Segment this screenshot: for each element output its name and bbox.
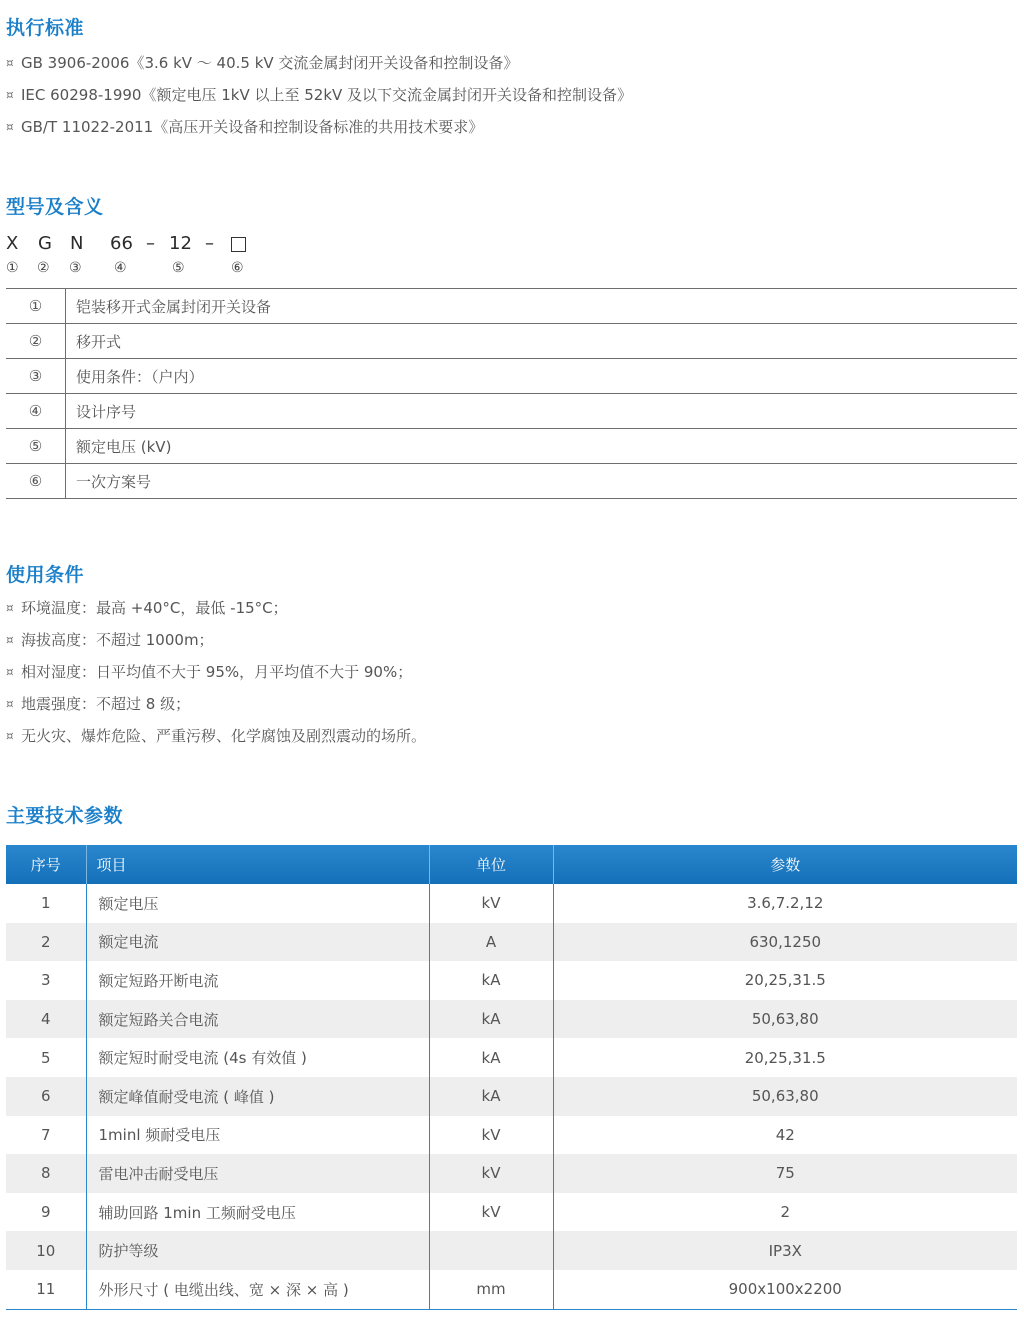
cell-item: 额定短路关合电流 <box>86 1000 429 1039</box>
cell-value: 75 <box>553 1154 1017 1193</box>
bullet-icon: ¤ <box>6 665 14 679</box>
bullet-icon: ¤ <box>6 56 14 70</box>
column-header-no: 序号 <box>6 845 86 884</box>
meaning-text: 额定电压 (kV) <box>66 429 1018 464</box>
standard-text: IEC 60298-1990《额定电压 1kV 以上至 52kV 及以下交流金属封闭开关设备和控制设备》 <box>21 86 633 104</box>
meaning-number: ⑤ <box>6 429 66 464</box>
table-row <box>6 1270 1017 1309</box>
code-number: ④ <box>114 260 127 276</box>
meaning-table <box>6 288 1017 499</box>
cell-item: 额定电流 <box>86 923 429 962</box>
cell-no: 4 <box>6 1000 86 1039</box>
list-item <box>6 688 426 720</box>
cell-value: 20,25,31.5 <box>744 971 826 990</box>
cell-value: 20,25,31.5 <box>744 1048 826 1067</box>
code-number: ③ <box>69 260 82 276</box>
cell-unit: kV <box>429 1154 553 1193</box>
table-row <box>6 1154 1017 1193</box>
table-row <box>6 961 1017 1000</box>
meaning-text: 一次方案号 <box>66 464 1018 499</box>
table-row <box>6 1193 1017 1232</box>
cell-no: 10 <box>6 1231 86 1270</box>
cell-value: IP3X <box>553 1231 1017 1270</box>
cell-unit: kA <box>429 1077 553 1116</box>
code-number: ⑤ <box>172 260 185 276</box>
cell-unit: A <box>429 923 553 962</box>
table-row <box>6 884 1017 923</box>
bullet-icon: ¤ <box>6 88 14 102</box>
cell-no: 7 <box>6 1116 86 1155</box>
cell-item: 外形尺寸 ( 电缆出线、宽 × 深 × 高 ) <box>86 1270 429 1309</box>
column-header-item: 项目 <box>86 845 429 884</box>
cell-item: 额定短路开断电流 <box>86 961 429 1000</box>
cell-value: 50,63,80 <box>553 1000 1017 1039</box>
code-char: N <box>70 233 84 254</box>
table-row <box>6 289 1017 324</box>
code-char: G <box>38 233 52 254</box>
meaning-text: 铠装移开式金属封闭开关设备 <box>66 289 1018 324</box>
code-char: – <box>205 233 214 254</box>
cell-no: 8 <box>6 1154 86 1193</box>
meaning-number: ② <box>6 324 66 359</box>
meaning-text: 移开式 <box>66 324 1018 359</box>
standards-list <box>6 47 632 143</box>
cell-item: 额定电压 <box>86 884 429 923</box>
section-title-params: 主要技术参数 <box>6 805 124 827</box>
cell-no: 11 <box>6 1270 86 1309</box>
conditions-list <box>6 592 426 752</box>
placeholder-box-icon <box>231 237 246 252</box>
standard-text: GB/T 11022-2011《高压开关设备和控制设备标准的共用技术要求》 <box>21 118 484 136</box>
cell-unit: kA <box>429 1000 553 1039</box>
cell-unit <box>429 1231 553 1270</box>
section-title-model: 型号及含义 <box>6 196 104 218</box>
code-char: 66 <box>110 233 133 254</box>
table-row <box>6 429 1017 464</box>
code-number: ① <box>6 260 19 276</box>
cell-unit: kV <box>429 1193 553 1232</box>
table-row <box>6 359 1017 394</box>
condition-text: 海拔高度：不超过 1000m； <box>21 631 214 649</box>
params-table <box>6 845 1017 1310</box>
condition-text: 相对湿度：日平均值不大于 95%，月平均值不大于 90%； <box>21 663 413 681</box>
meaning-text: 使用条件：（户内） <box>66 359 1018 394</box>
cell-no: 1 <box>6 884 86 923</box>
bullet-icon: ¤ <box>6 729 14 743</box>
list-item <box>6 47 632 79</box>
list-item <box>6 79 632 111</box>
bullet-icon: ¤ <box>6 697 14 711</box>
cell-item: 辅助回路 1min 工频耐受电压 <box>86 1193 429 1232</box>
list-item <box>6 592 426 624</box>
list-item <box>6 656 426 688</box>
cell-value: 3.6,7.2,12 <box>747 894 824 913</box>
standard-text: GB 3906-2006《3.6 kV ～ 40.5 kV 交流金属封闭开关设备和控制设备》 <box>21 54 519 72</box>
column-header-unit: 单位 <box>429 845 553 884</box>
table-row <box>6 464 1017 499</box>
list-item <box>6 720 426 752</box>
meaning-text: 设计序号 <box>66 394 1018 429</box>
meaning-number: ① <box>6 289 66 324</box>
condition-text: 环境温度：最高 +40°C，最低 -15°C； <box>21 599 288 617</box>
cell-no: 5 <box>6 1038 86 1077</box>
cell-value: 50,63,80 <box>553 1077 1017 1116</box>
condition-text: 无火灾、爆炸危险、严重污秽、化学腐蚀及剧烈震动的场所。 <box>21 727 427 745</box>
table-row <box>6 394 1017 429</box>
condition-text: 地震强度：不超过 8 级； <box>21 695 191 713</box>
section-title-standards: 执行标准 <box>6 17 85 39</box>
meaning-number: ③ <box>6 359 66 394</box>
cell-unit: kA <box>429 1038 553 1077</box>
cell-unit: mm <box>429 1270 553 1309</box>
table-row <box>6 923 1017 962</box>
table-row <box>6 1077 1017 1116</box>
cell-no: 9 <box>6 1193 86 1232</box>
cell-item: 雷电冲击耐受电压 <box>86 1154 429 1193</box>
cell-item: 1minl 频耐受电压 <box>86 1116 429 1155</box>
cell-item: 防护等级 <box>86 1231 429 1270</box>
code-char: – <box>146 233 155 254</box>
cell-item: 额定峰值耐受电流 ( 峰值 ) <box>86 1077 429 1116</box>
bullet-icon: ¤ <box>6 120 14 134</box>
table-row <box>6 1231 1017 1270</box>
bullet-icon: ¤ <box>6 601 14 615</box>
code-number: ② <box>37 260 50 276</box>
cell-item: 额定短时耐受电流 (4s 有效值 ) <box>86 1038 429 1077</box>
code-char: 12 <box>169 233 192 254</box>
code-number: ⑥ <box>231 260 244 276</box>
cell-unit: kA <box>429 961 553 1000</box>
code-char: X <box>6 233 19 254</box>
table-row <box>6 1000 1017 1039</box>
cell-value: 2 <box>780 1203 791 1222</box>
meaning-number: ④ <box>6 394 66 429</box>
cell-no: 3 <box>6 961 86 1000</box>
table-row <box>6 1116 1017 1155</box>
list-item <box>6 111 632 143</box>
meaning-number: ⑥ <box>6 464 66 499</box>
cell-value: 630,1250 <box>553 923 1017 962</box>
cell-value: 42 <box>775 1125 795 1144</box>
table-row <box>6 1038 1017 1077</box>
cell-no: 6 <box>6 1077 86 1116</box>
column-header-value: 参数 <box>553 845 1017 884</box>
list-item <box>6 624 426 656</box>
section-title-conditions: 使用条件 <box>6 564 85 586</box>
cell-value: 900x100x2200 <box>553 1270 1017 1309</box>
bullet-icon: ¤ <box>6 633 14 647</box>
cell-unit: kV <box>429 884 553 923</box>
cell-unit: kV <box>429 1116 553 1155</box>
cell-no: 2 <box>6 923 86 962</box>
table-header-row <box>6 845 1017 884</box>
table-row <box>6 324 1017 359</box>
